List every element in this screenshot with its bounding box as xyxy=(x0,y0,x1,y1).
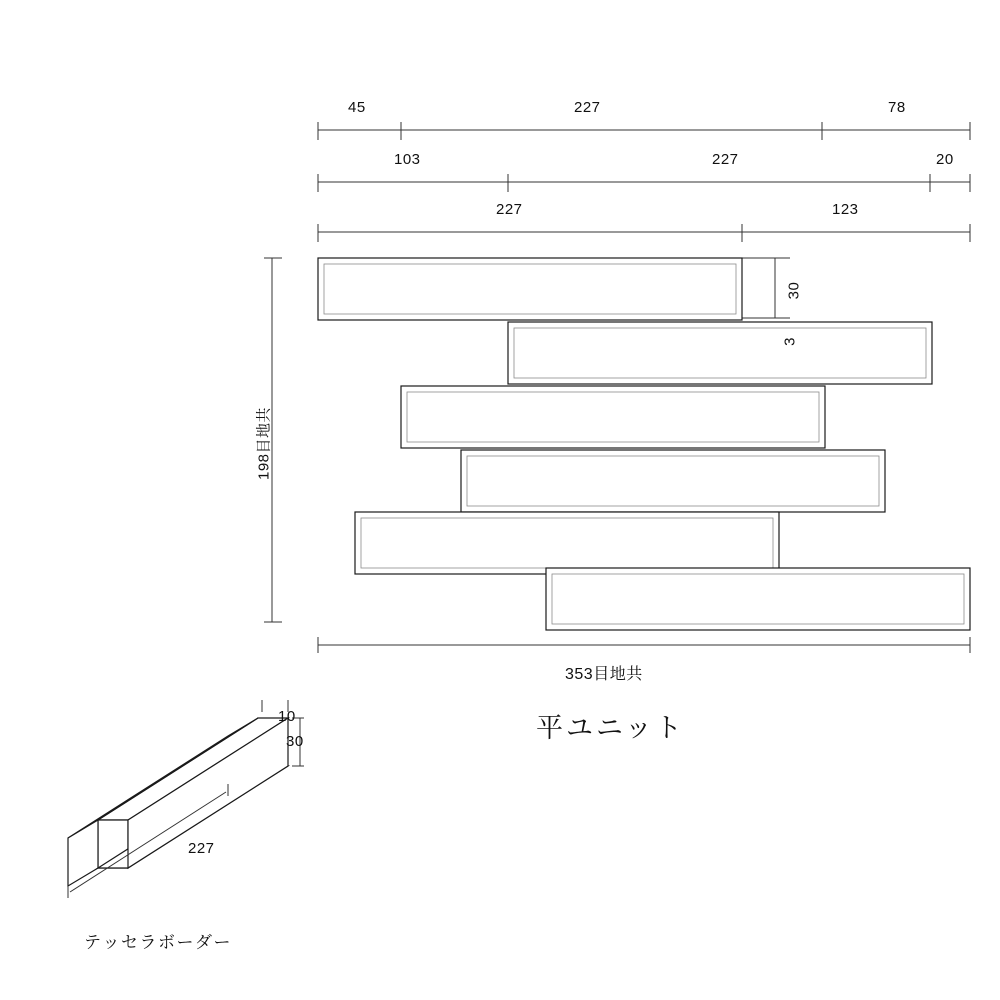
dimension-row-2 xyxy=(318,174,970,192)
bottom-dimension-label: 353目地共 xyxy=(565,666,643,683)
tile-row-5 xyxy=(355,512,779,574)
dim-row3-seg1: 227 xyxy=(496,201,523,218)
dim-row2-seg3: 20 xyxy=(936,151,954,168)
tile-row-4 xyxy=(461,450,885,512)
bottom-dimension-line xyxy=(318,637,970,653)
tile-row-3 xyxy=(401,386,825,448)
dim-row1-seg1: 45 xyxy=(348,99,366,116)
dim-row2-seg1: 103 xyxy=(394,151,421,168)
tile-row-6 xyxy=(546,568,970,630)
vertical-dimension-label: 198目地共 xyxy=(255,406,273,481)
page-title: 平ユニット xyxy=(536,713,685,743)
detail-thickness-label: 10 xyxy=(278,708,296,725)
joint-tile-height-label: 30 xyxy=(785,281,803,300)
tile-isometric-detail xyxy=(68,700,304,898)
detail-caption: テッセラボーダー xyxy=(84,933,232,952)
joint-width-label: 3 xyxy=(781,337,799,346)
dim-row1-seg3: 78 xyxy=(888,99,906,116)
dim-row1-seg2: 227 xyxy=(574,99,601,116)
tile-row-2 xyxy=(508,322,932,384)
dim-row2-seg2: 227 xyxy=(712,151,739,168)
tile-row-1 xyxy=(318,258,742,320)
detail-length-label: 227 xyxy=(188,840,215,857)
dimension-row-3 xyxy=(318,224,970,242)
dimension-row-1 xyxy=(318,122,970,140)
dim-row3-seg2: 123 xyxy=(832,201,859,218)
detail-height-label: 30 xyxy=(286,733,304,750)
